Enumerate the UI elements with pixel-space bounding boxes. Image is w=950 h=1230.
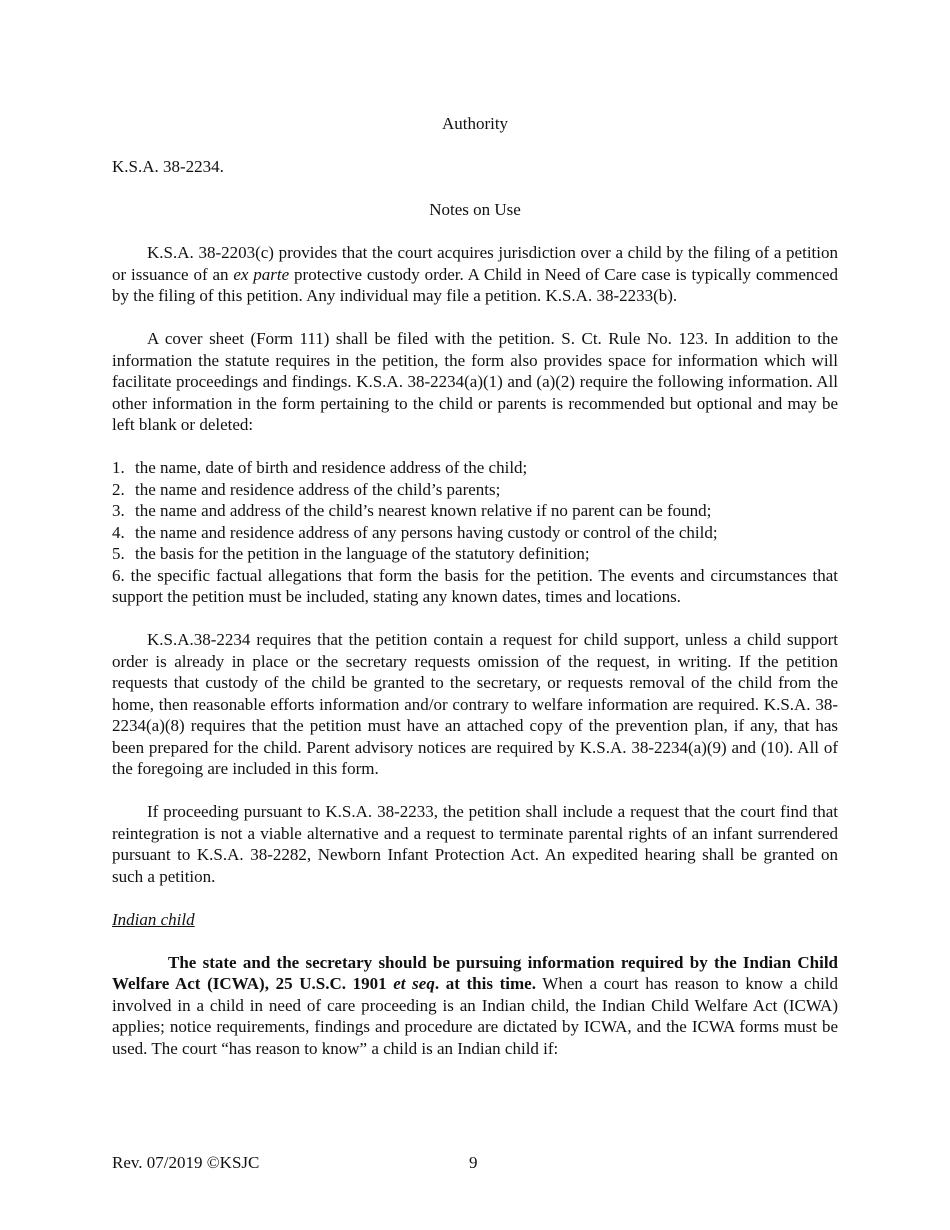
list-item: 1. the name, date of birth and residence address of the child; [112, 458, 528, 477]
list-item: 4. the name and residence address of any persons having custody or control of the child; [112, 522, 718, 542]
list-item: 2. the name and residence address of the child’s parents; [112, 479, 501, 499]
p1-italic-term: ex parte [233, 264, 290, 284]
page-footer [112, 1152, 838, 1174]
notes-heading: Notes on Use [429, 200, 521, 219]
notes-paragraph-reintegration: If proceeding pursuant to K.S.A. 38-2233, the petition shall include a request that the court find that reintegration is not a viable alternative and a request to terminate parental rights of an infant surrendered pursuant to K.S.A. 38-2282, Newborn Infant Protection Act. An expedited hearing shall be granted on such a petition. [112, 802, 838, 886]
p1-text-a: K.S.A. 38-2203(c) provides that the court acquires jurisdiction over a child by the filing of a petition or issuance of an [112, 243, 838, 284]
indian-child-heading: Indian child [112, 909, 195, 929]
list-item: 5. the basis for the petition in the language of the statutory definition; [112, 544, 590, 563]
notes-paragraph-child-support: K.S.A.38-2234 requires that the petition contain a request for child support, unless a child support order is already in place or the secretary requests omission of the request, in writing. If the petition requests that custody of the child be granted to the secretary, or requests removal of the child from the home, then reasonable efforts information and/or contrary to welfare information are required. K.S.A. 38-2234(a)(8) requires that the petition must have an attached copy of the prevention plan, if any, that has been prepared for the child. Parent advisory notices are required by K.S.A. 38-2234(a)(9) and (10). All of the foregoing are included in this form. [112, 630, 838, 778]
list-item: 3. the name and address of the child’s nearest known relative if no parent can be found; [112, 501, 712, 520]
icwa-body-text: When a court has reason to know a child involved in a child in need of care proceeding is an Indian child, the Indian Child Welfare Act (ICWA) applies; notice requirements, findings and procedure are dictated by ICWA, and the ICWA forms must be used. The court “has reason to know” a child is an Indian child if: [112, 974, 839, 1058]
authority-citation: K.S.A. 38-2234. [112, 157, 224, 176]
icwa-bold-text: The state and the secretary should be pursuing information required by the Indian Child Welfare Act (ICWA), 25 U.S.C. 1901 et seq. at this time. [112, 952, 838, 993]
page-number: 9 [469, 1153, 478, 1172]
document-page [112, 113, 838, 1059]
list-item-6: 6. the specific factual allegations that form the basis for the petition. The events and circumstances that support the petition must be included, stating any known dates, times and locations. [112, 565, 838, 606]
required-info-list [112, 457, 838, 565]
notes-paragraph-cover-sheet: A cover sheet (Form 111) shall be filed with the petition. S. Ct. Rule No. 123. In addition to the information the statute requires in the petition, the form also provides space for information which will facilitate proceedings and findings. K.S.A. 38-2234(a)(1) and (a)(2) require the following information. All other information in the form pertaining to the child or parents is recommended but optional and may be left blank or deleted: [112, 329, 838, 434]
revision-label: Rev. 07/2019 ©KSJC [112, 1153, 260, 1172]
notes-paragraph-jurisdiction [112, 242, 838, 307]
p1-text-b: protective custody order. A Child in Need of Care case is typically commenced by the filing of this petition. Any individual may file a petition. K.S.A. 38-2233(b). [112, 264, 838, 305]
authority-heading: Authority [441, 114, 509, 133]
indian-child-paragraph [112, 952, 838, 1060]
